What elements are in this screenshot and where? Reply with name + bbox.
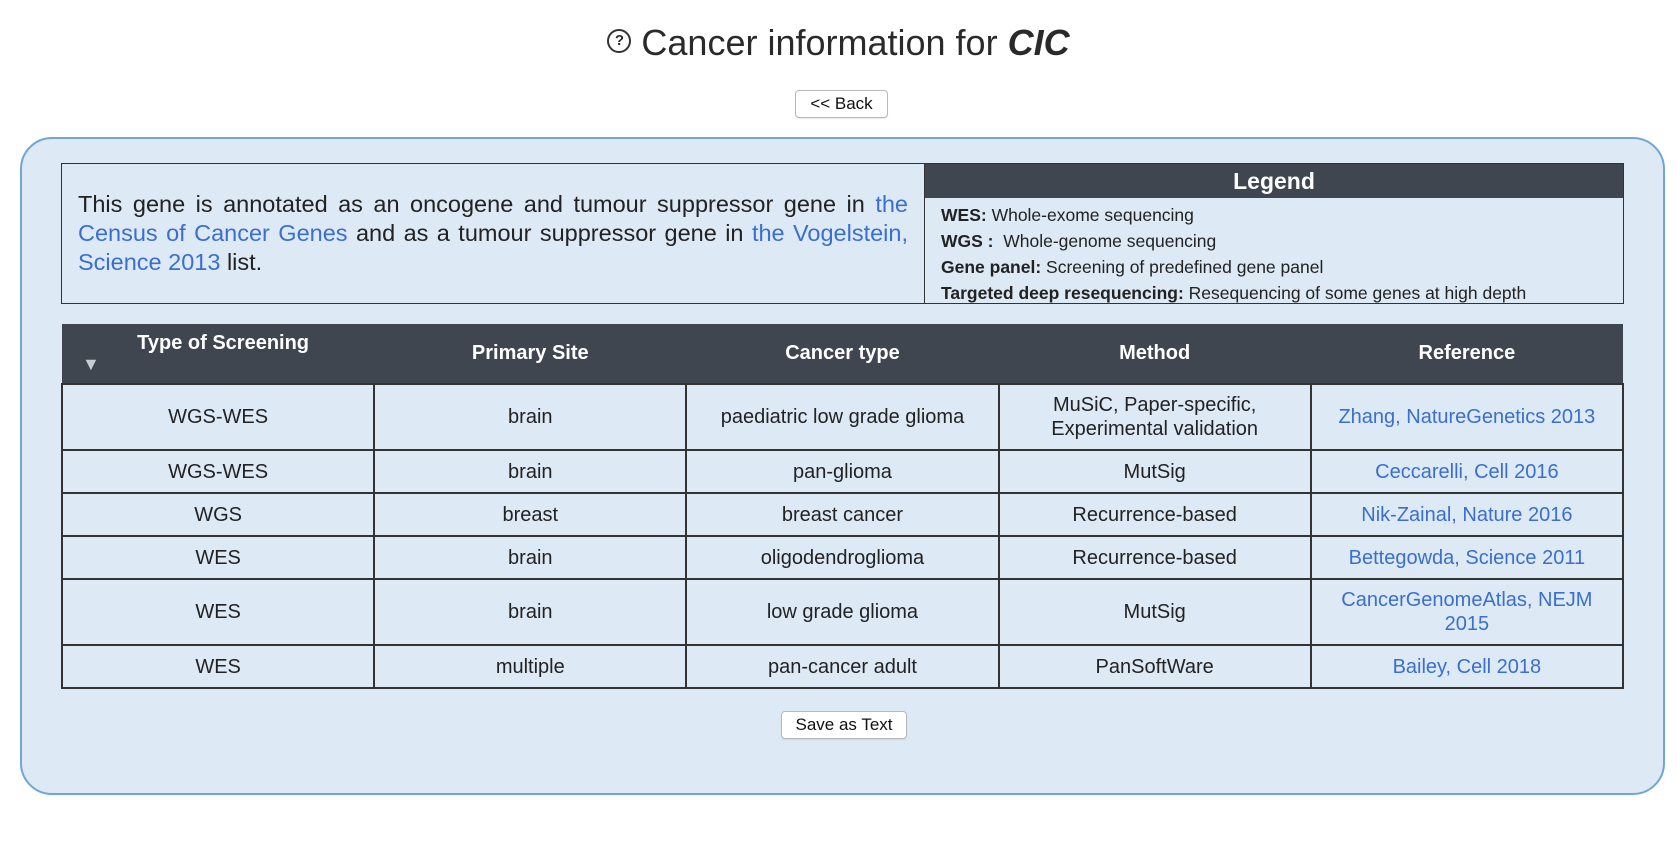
table-row [62,579,1623,645]
cell-reference [1311,493,1623,536]
cell-type: WES [62,645,374,688]
cell-type: WGS-WES [62,384,374,450]
info-text-1: This gene is annotated as an oncogene and tumour suppressor gene in [78,191,876,217]
column-header-reference[interactable]: Reference [1311,324,1623,384]
vogelstein-link[interactable]: the Vogelstein, Science 2013 [78,220,908,275]
table-row [62,493,1623,536]
cell-method: MuSiC, Paper-specific, Experimental validation [999,384,1311,450]
reference-link[interactable]: Nik-Zainal, Nature 2016 [1361,503,1573,526]
column-header-cancer-type[interactable]: Cancer type [686,324,998,384]
cell-cancer-type: paediatric low grade glioma [686,384,998,450]
column-header-method[interactable]: Method [999,324,1311,384]
cell-site: brain [374,450,686,493]
reference-link[interactable]: CancerGenomeAtlas, NEJM 2015 [1341,589,1593,635]
legend-title: Legend [925,164,1623,198]
cell-method: PanSoftWare [999,645,1311,688]
cell-reference [1311,384,1623,450]
cell-type: WGS [62,493,374,536]
legend-item: WGS : Whole-genome sequencing [941,231,1217,251]
reference-link[interactable]: Bettegowda, Science 2011 [1348,546,1586,569]
title-prefix: Cancer information for [641,22,998,63]
gene-name: CIC [1007,22,1070,63]
page-title [0,22,1677,64]
cell-type: WES [62,579,374,645]
info-text-2: and as a tumour suppressor gene in [347,220,752,246]
column-header-site[interactable]: Primary Site [374,324,686,384]
cell-reference [1311,536,1623,579]
cell-reference [1311,579,1623,645]
cell-reference [1311,645,1623,688]
reference-link[interactable]: Ceccarelli, Cell 2016 [1375,460,1559,483]
table-row [62,450,1623,493]
cell-site: brain [374,536,686,579]
gene-annotation-info [61,163,924,304]
cell-type: WGS-WES [62,450,374,493]
column-header-type[interactable]: ▼ Type of Screening [62,324,374,384]
screening-table [61,324,1624,689]
cell-method: MutSig [999,450,1311,493]
cell-method: MutSig [999,579,1311,645]
save-as-text-button[interactable]: Save as Text [781,711,907,739]
census-link[interactable]: the Census of Cancer Genes [78,191,908,246]
legend-item: WES: Whole-exome sequencing [941,205,1194,225]
reference-link[interactable]: Bailey, Cell 2018 [1392,655,1542,678]
cell-site: brain [374,579,686,645]
cell-cancer-type: pan-glioma [686,450,998,493]
reference-link[interactable]: Zhang, NatureGenetics 2013 [1338,406,1596,428]
info-text-3: list. [220,249,263,275]
cell-cancer-type: low grade glioma [686,579,998,645]
table-row [62,645,1623,688]
back-button[interactable]: << Back [795,90,888,118]
legend-item: Gene panel: Screening of predefined gene panel [941,257,1324,277]
cell-cancer-type: oligodendroglioma [686,536,998,579]
cell-site: breast [374,493,686,536]
sort-down-icon[interactable]: ▼ [82,354,100,374]
cell-site: multiple [374,645,686,688]
cell-method: Recurrence-based [999,536,1311,579]
legend-item: Targeted deep resequencing: Resequencing of some genes at high depth [941,283,1527,303]
legend-items [925,198,1623,306]
cell-cancer-type: breast cancer [686,493,998,536]
table-row [62,384,1623,450]
cell-cancer-type: pan-cancer adult [686,645,998,688]
question-circle-icon[interactable]: ? [607,29,631,53]
table-row [62,536,1623,579]
cell-site: brain [374,384,686,450]
cell-reference [1311,450,1623,493]
cell-method: Recurrence-based [999,493,1311,536]
cell-type: WES [62,536,374,579]
legend-box [924,163,1624,304]
table-header-row [62,324,1623,384]
